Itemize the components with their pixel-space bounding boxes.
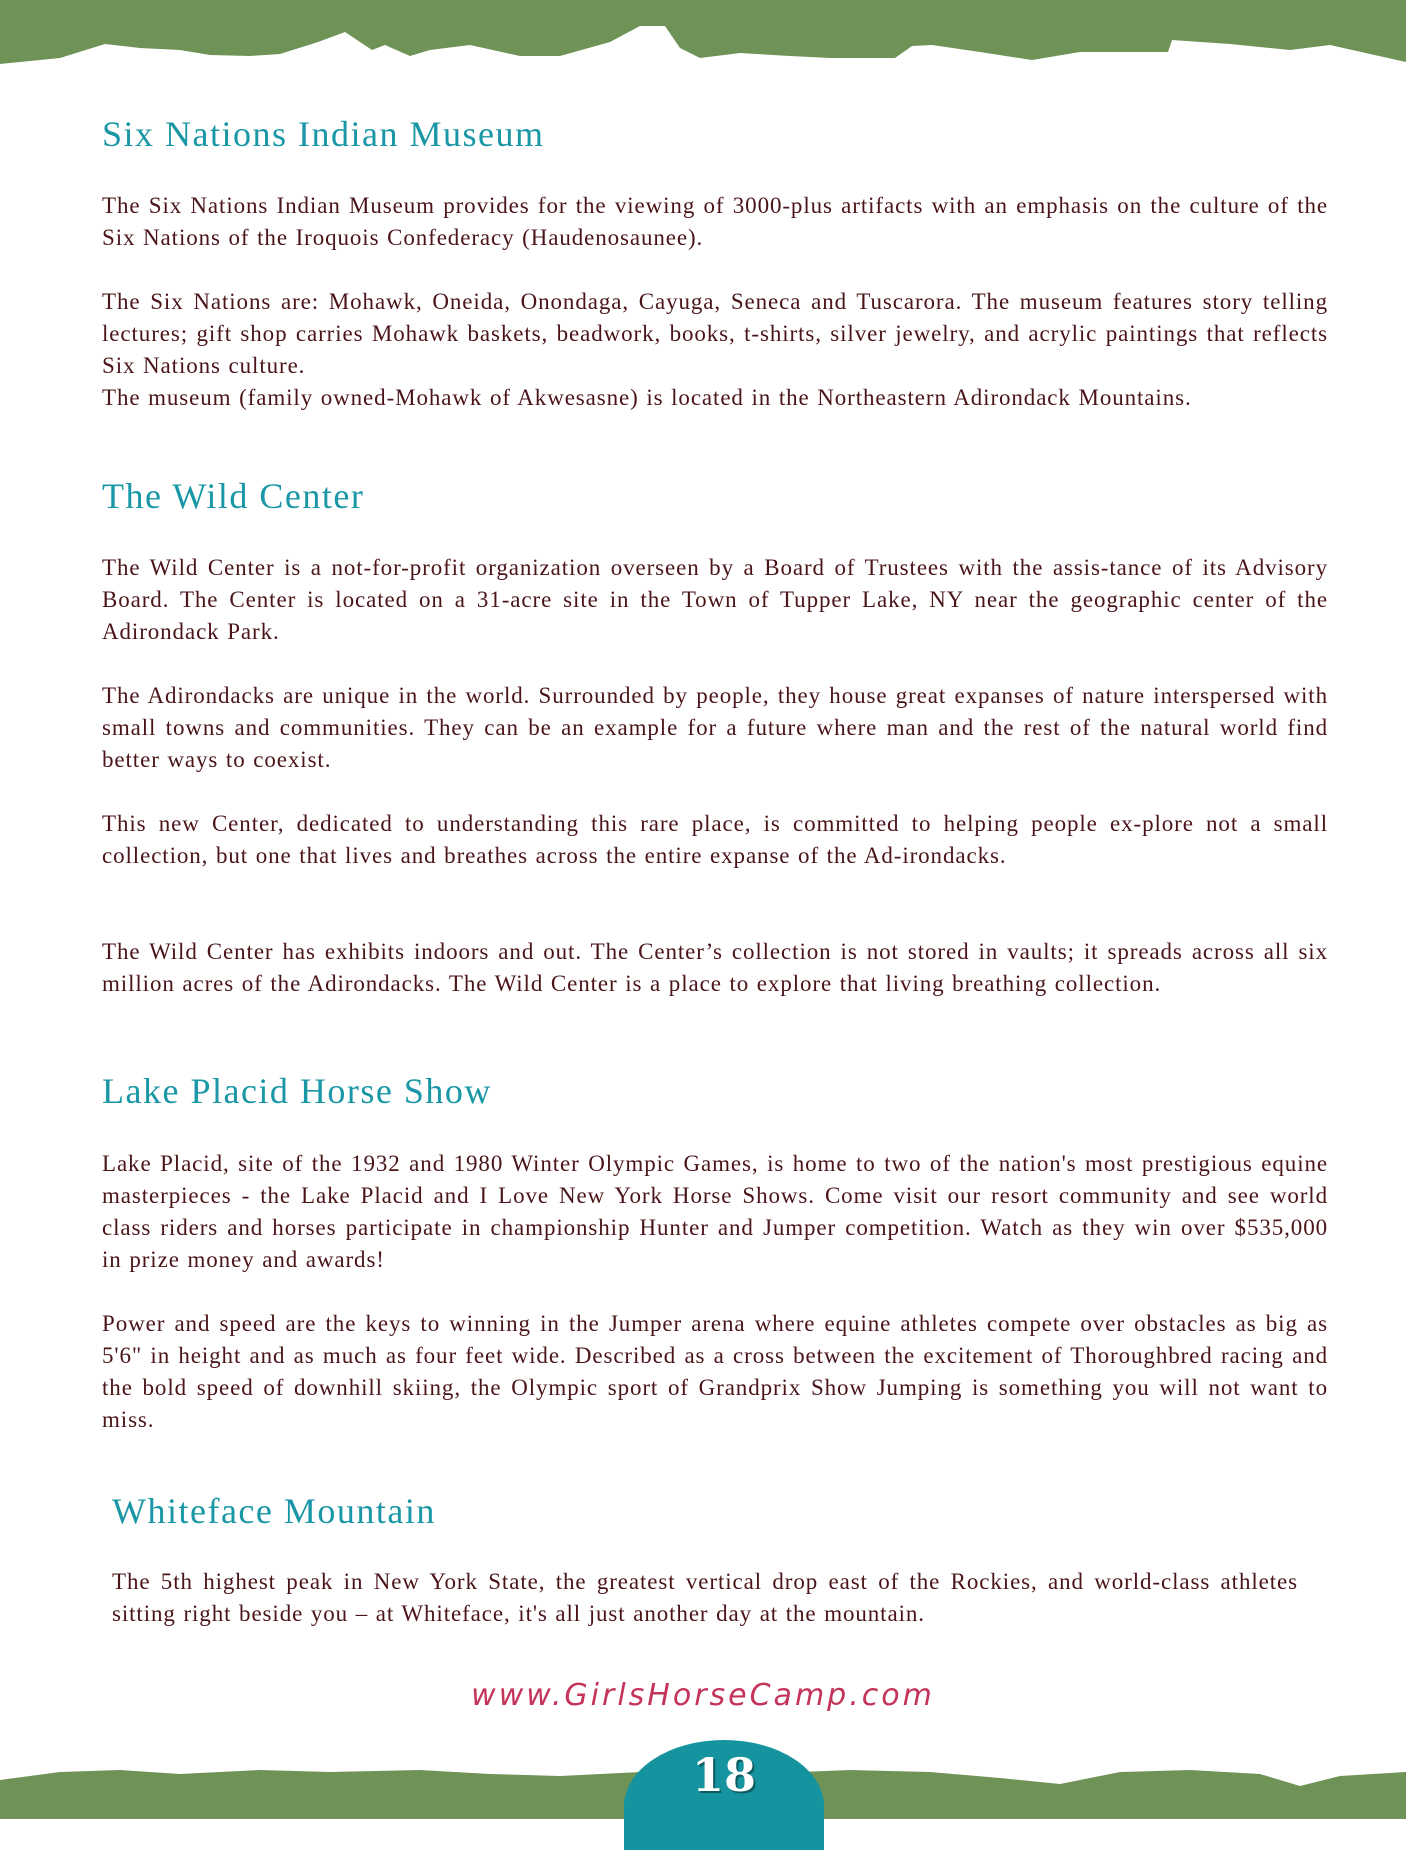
section-title-lake-placid-horse-show: Lake Placid Horse Show bbox=[102, 1071, 492, 1111]
section-paragraph: The Six Nations Indian Museum provides for the viewing of 3000-plus artifacts with an emphasis on the culture of the Six Nations of the Iroquois Confederacy (Haudenosaunee). bbox=[102, 193, 1328, 250]
section-paragraph: Lake Placid, site of the 1932 and 1980 Winter Olympic Games, is home to two of the nation's most prestigious equine masterpieces - the Lake Placid and I Love New York Horse Shows. Come visit our resort community and see world class riders and horses participate in championship Hunter and Jumper competition. Watch as they win over $535,000 in prize money and awards! bbox=[102, 1151, 1328, 1272]
section-paragraph: The Wild Center has exhibits indoors and out. The Center’s collection is not stored in vaults; it spreads across all six million acres of the Adirondacks. The Wild Center is a place to explore that living breathing collection. bbox=[102, 939, 1328, 996]
section-paragraph: The museum (family owned-Mohawk of Akwesasne) is located in the Northeastern Adirondack Mountains. bbox=[102, 385, 1192, 410]
section-paragraph: The Adirondacks are unique in the world. Surrounded by people, they house great expanses of nature interspersed with small towns and communities. They can be an example for a future where man and the rest of the natural world find better ways to coexist. bbox=[102, 683, 1328, 772]
page-number: 18 bbox=[691, 1748, 756, 1802]
section-title-six-nations: Six Nations Indian Museum bbox=[102, 114, 545, 154]
section-paragraph: The Wild Center is a not-for-profit organization overseen by a Board of Trustees with the assis-tance of its Advisory Board. The Center is located on a 31-acre site in the Town of Tupper Lake, NY near the geographic center of the Adirondack Park. bbox=[102, 555, 1328, 644]
section-paragraph: The 5th highest peak in New York State, the greatest vertical drop east of the Rockies, and world-class athletes sitting right beside you – at Whiteface, it's all just another day at the mountain. bbox=[112, 1569, 1298, 1626]
section-title-wild-center: The Wild Center bbox=[102, 476, 365, 516]
section-paragraph: Power and speed are the keys to winning in the Jumper arena where equine athletes compete over obstacles as big as 5'6" in height and as much as four feet wide. Described as a cross between the excitement of Thoroughbred racing and the bold speed of downhill skiing, the Olympic sport of Grandprix Show Jumping is something you will not want to miss. bbox=[102, 1311, 1328, 1432]
torn-paper-top-border bbox=[0, 0, 1406, 70]
website-link[interactable]: www.GirlsHorseCamp.com bbox=[471, 1678, 935, 1713]
section-title-whiteface-mountain: Whiteface Mountain bbox=[112, 1491, 436, 1531]
section-paragraph: The Six Nations are: Mohawk, Oneida, Onondaga, Cayuga, Seneca and Tuscarora. The museum features story telling lectures; gift shop carries Mohawk baskets, beadwork, books, t-shirts, silver jewelry, and acrylic paintings that reflects Six Nations culture. bbox=[102, 289, 1328, 378]
section-paragraph: This new Center, dedicated to understanding this rare place, is committed to helping people ex-plore not a small collection, but one that lives and breathes across the entire expanse of the Ad-irondacks. bbox=[102, 811, 1328, 868]
